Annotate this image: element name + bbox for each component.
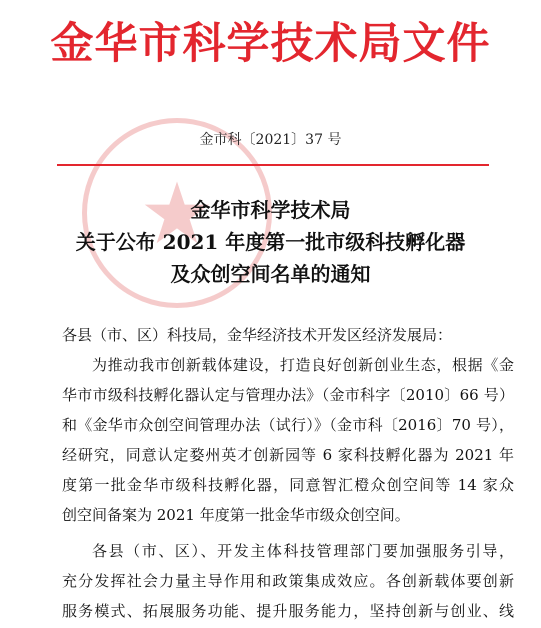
- notice-title-line: 金华市科学技术局: [190, 198, 351, 222]
- document-number: 金市科〔2021〕37 号: [199, 132, 342, 148]
- notice-title-line: 关于公布 2021 年度第一批市级科技孵化器: [75, 230, 466, 254]
- text-line: 充分发挥社会力量主导作用和政策集成效应。各创新载体要创新: [62, 572, 514, 590]
- text-line: 度第一批金华市级科技孵化器，同意智汇橙众创空间等 14 家众: [62, 476, 514, 494]
- text-line: 华市市级科技孵化器认定与管理办法》（金市科字〔2010〕66 号）: [62, 386, 514, 404]
- salutation: 各县（市、区）科技局，金华经济技术开发区经济发展局：: [62, 326, 453, 344]
- document-body: [62, 320, 514, 626]
- text-line: 服务模式、拓展服务功能、提升服务能力，坚持创新与创业、线: [62, 602, 514, 620]
- text-line: 经研究，同意认定婺州英才创新园等 6 家科技孵化器为 2021 年: [62, 446, 514, 464]
- notice-title-line: 及众创空间名单的通知: [170, 262, 371, 286]
- red-divider-line: [57, 164, 489, 166]
- paragraph-1: [62, 350, 514, 530]
- paragraph-2: [62, 536, 514, 626]
- document-header-title: 金华市科学技术局文件: [50, 19, 491, 69]
- text-line: 为推动我市创新载体建设，打造良好创新创业生态，根据《金: [92, 356, 514, 374]
- text-line: 创空间备案为 2021 年度第一批金华市级众创空间。: [62, 506, 410, 524]
- text-line: 各县（市、区）、开发主体科技管理部门要加强服务引导，: [92, 542, 514, 560]
- text-line: 和《金华市众创空间管理办法（试行）》（金市科〔2016〕70 号），: [62, 416, 514, 434]
- notice-title: [0, 194, 541, 290]
